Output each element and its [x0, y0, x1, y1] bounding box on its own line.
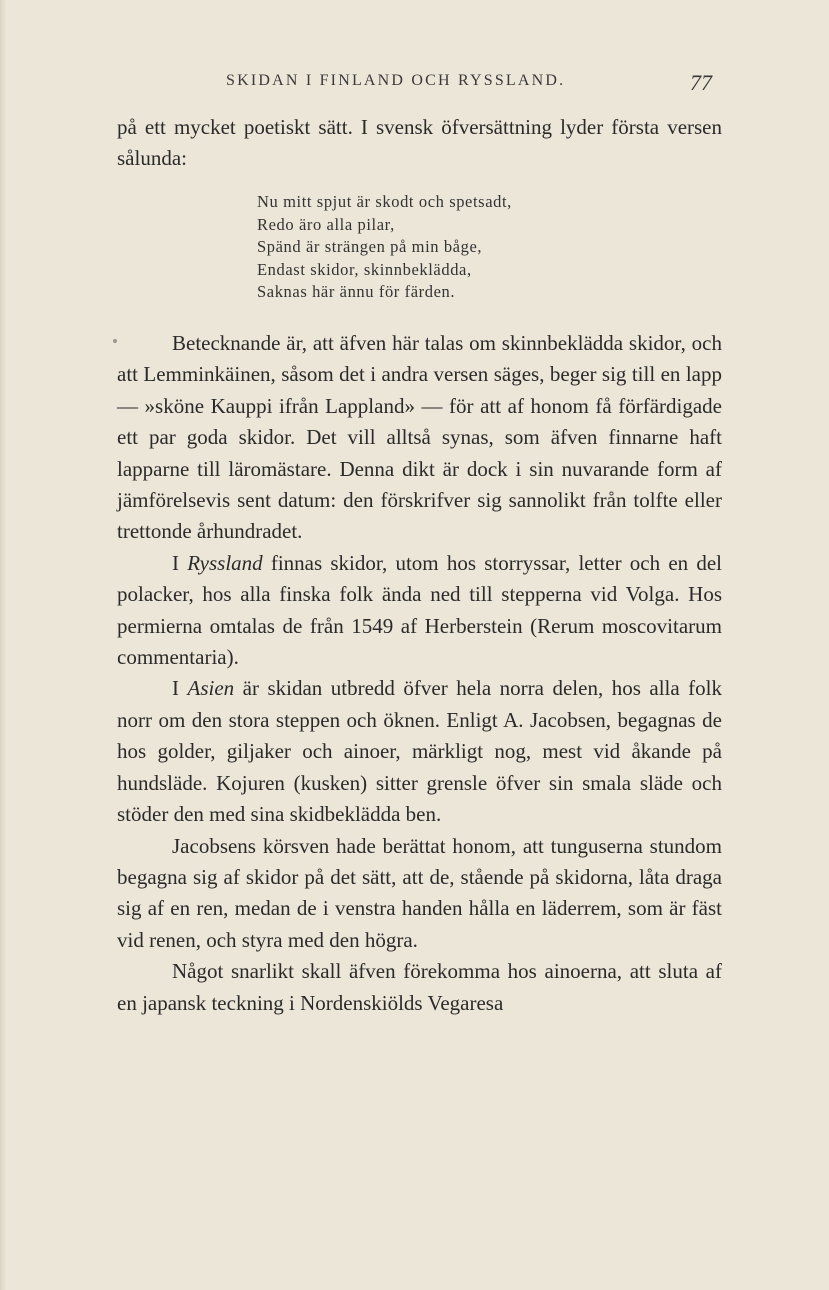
emphasis-ryssland: Ryssland	[187, 550, 263, 575]
paragraph-tungus: Jacobsens körsven hade berättat honom, att tunguserna stundom begagna sig af skidor på det sätt, att de, stående på skidorna, låta draga sig af en ren, medan de i venstra handen hålla en läderrem, som är fäst vid renen, och styra med den högra.	[117, 833, 722, 952]
paragraph-asia-body: är skidan utbredd öfver hela norra delen, hos alla folk norr om den stora steppen och öknen. Enligt A. Jacobsen, begagnas de hos golder, giljaker och ainoer, märkligt nog, mest vid åkande på hundsläde. Kojuren (kusken) sitter grensle öfver sin smala släde och stöder den med sina skidbeklädda ben.	[117, 676, 723, 827]
page-edge	[0, 0, 6, 1290]
poem-line: Redo äro alla pilar,	[257, 214, 395, 234]
paragraph-skins: Betecknande är, att äfven här talas om skinnbeklädda skidor, och att Lemminkäinen, såsom det i andra versen säges, beger sig till en lapp — »sköne Kauppi ifrån Lappland» — för att af honom få förfärdigade ett par goda skidor. Det vill alltså synas, som äfven finnarne haft lapparne till läromästare. Denna dikt är dock i sin nuvarande form af jämförelsevis sent datum: den förskrifver sig sannolikt från tolfte eller trettonde århundradet.	[117, 331, 722, 544]
intro-paragraph	[117, 112, 722, 175]
poem-stanza	[257, 191, 512, 304]
paragraph-ainu: Något snarlikt skall äfven förekomma hos ainoerna, att sluta af en japansk teckning i Nordenskiölds Vegaresa	[117, 959, 722, 1015]
poem-line: Saknas här ännu för färden.	[257, 282, 456, 302]
paragraph-russia-body: finnas skidor, utom hos storryssar, letter och en del polacker, hos alla finska folk ända ned till stepperna vid Volga. Hos permierna omtalas de från 1549 af Herberstein (Rerum moscovitarum commentaria).	[117, 550, 722, 670]
main-text	[117, 328, 722, 1019]
poem-line: Endast skidor, skinnbeklädda,	[257, 259, 472, 279]
poem-line: Spänd är strängen på min båge,	[257, 237, 483, 257]
running-title: SKIDAN I FINLAND OCH RYSSLAND.	[226, 72, 566, 89]
paragraph-asia-lead: I	[172, 676, 188, 701]
page-number: 77	[690, 70, 712, 95]
emphasis-asien: Asien	[187, 676, 235, 701]
paragraph-russia	[117, 548, 722, 674]
poem-line: Nu mitt spjut är skodt och spetsadt,	[257, 192, 512, 211]
intro-text: på ett mycket poetiskt sätt. I svensk öfversättning lyder första versen sålunda:	[117, 115, 722, 171]
paragraph-russia-lead: I	[172, 550, 188, 575]
paragraph-asia	[117, 673, 722, 830]
